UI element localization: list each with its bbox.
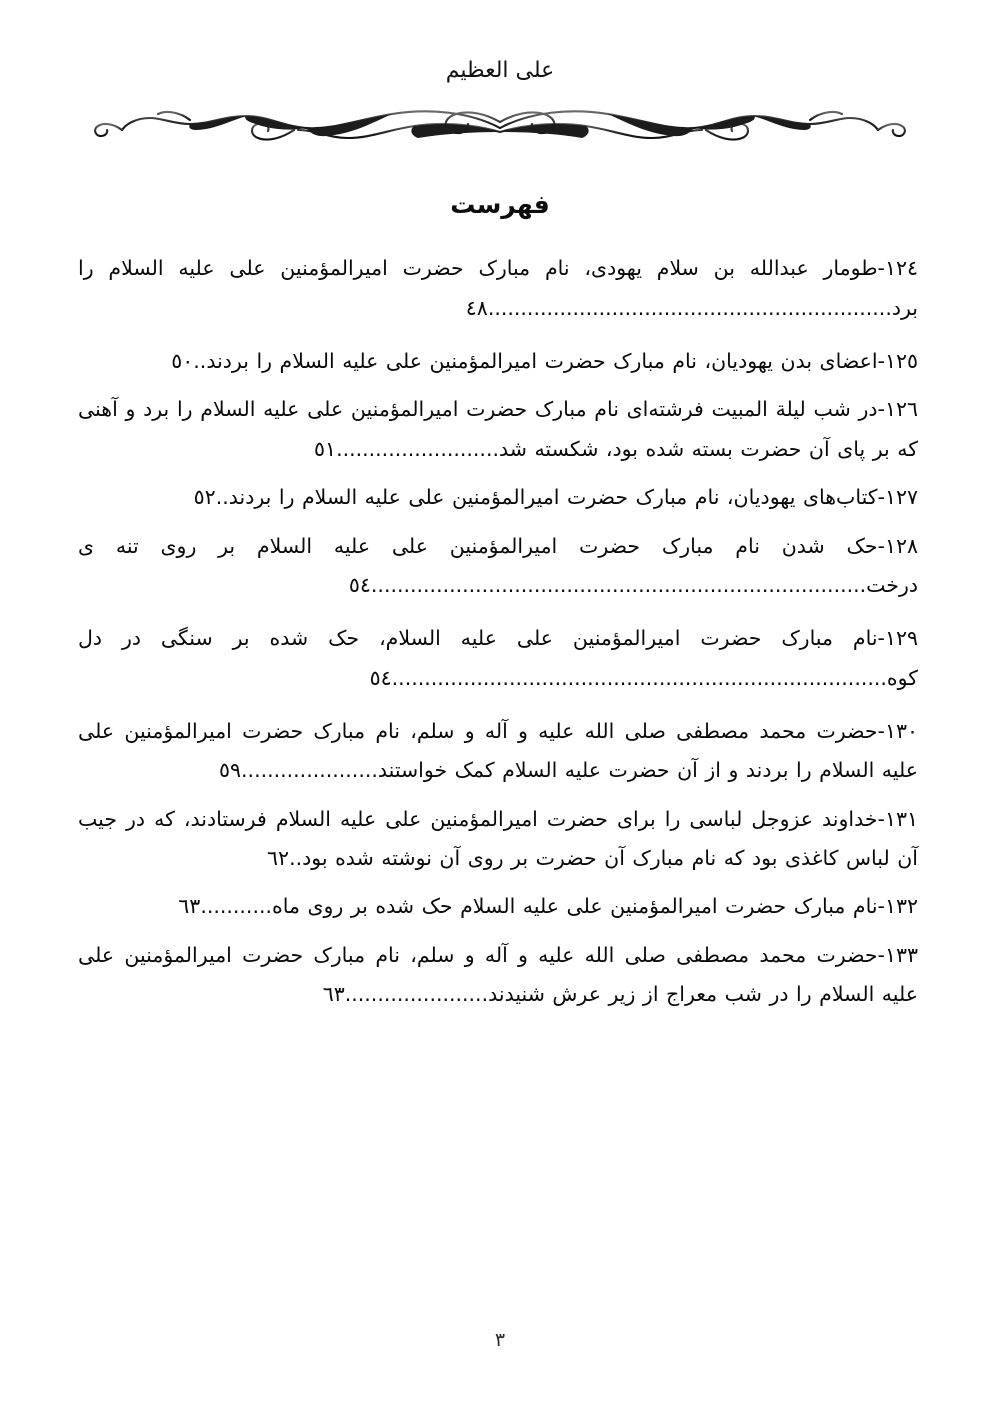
toc-entry[interactable] xyxy=(78,249,918,328)
toc-entry-number: ١٢٥ xyxy=(884,349,918,374)
toc-entry-title: خداوند عزوجل لباسی را برای حضرت امیرالمؤمنین علی علیه السلام فرستادند، که در جیب آن لباس کاغذی بود که نام مبارک آن حضرت بر روی آن نوشته شده بود xyxy=(78,806,918,871)
toc-entry[interactable] xyxy=(78,712,918,791)
running-head: علی العظیم xyxy=(445,58,555,83)
toc-entry-leader: .............................................................. xyxy=(487,295,892,320)
toc-entry-page: ٥٠ xyxy=(171,349,194,374)
toc-entry-dash: - xyxy=(877,942,885,967)
toc-entry[interactable] xyxy=(78,619,918,698)
toc-entry-title: حضرت محمد مصطفی صلی الله علیه و آله و سلم، نام مبارک حضرت امیرالمؤمنین علی علیه السلام را بردند و از آن حضرت علیه السلام کمک خواستند xyxy=(78,718,918,783)
flourish-icon xyxy=(70,98,930,146)
toc-entry-page: ٥٩ xyxy=(219,758,242,783)
toc-entry-page: ٦٢ xyxy=(267,846,290,871)
toc-entry-leader: ........................ xyxy=(336,436,493,461)
toc-entry[interactable] xyxy=(78,527,918,606)
toc-entry-number: ١٢٤ xyxy=(884,256,918,281)
toc-entry-number: ١٣٢ xyxy=(884,894,918,919)
toc-entry-number: ١٣٣ xyxy=(884,942,918,967)
toc-entry-dash: - xyxy=(877,397,885,422)
toc-entry-page: ٦٣ xyxy=(178,894,201,919)
toc-entry-leader: .. xyxy=(193,349,207,374)
toc-entry-dash: - xyxy=(877,806,885,831)
toc-entry-leader: .. xyxy=(289,846,303,871)
toc-entry-page: ٤٨ xyxy=(465,295,488,320)
toc-entry-title: نام مبارک حضرت امیرالمؤمنین علی علیه السلام حک شده بر روی ماه xyxy=(272,894,878,919)
ornament-divider xyxy=(0,96,1000,148)
toc-entry[interactable] xyxy=(78,887,918,926)
toc-entry[interactable] xyxy=(78,800,918,879)
toc-entry[interactable] xyxy=(78,478,918,517)
toc-entry-number: ١٢٧ xyxy=(884,485,918,510)
toc-entry-dash: - xyxy=(877,533,885,558)
toc-list xyxy=(78,249,918,1023)
toc-entry-dash: - xyxy=(877,626,885,651)
toc-entry-page: ٦٣ xyxy=(322,982,345,1007)
toc-entry-title: اعضای بدن یهودیان، نام مبارک حضرت امیرالمؤمنین علی علیه السلام را بردند xyxy=(206,349,878,374)
toc-entry-title: کتاب‌های یهودیان، نام مبارک حضرت امیرالمؤمنین علی علیه السلام را بردند xyxy=(228,485,878,510)
toc-entry-page: ٥٤ xyxy=(369,665,392,690)
toc-entry-title: طومار عبدالله بن سلام یهودی، نام مبارک حضرت امیرالمؤمنین علی علیه السلام را برد xyxy=(78,256,918,320)
toc-entry-leader: .. xyxy=(215,485,229,510)
toc-entry-number: ١٢٨ xyxy=(884,533,918,558)
toc-entry-leader: ............................................................................ xyxy=(370,572,867,597)
toc-entry-page: ٥١ xyxy=(314,436,337,461)
toc-entry-dash: - xyxy=(877,894,885,919)
toc-entry[interactable] xyxy=(78,936,918,1015)
toc-entry-dash: - xyxy=(877,718,885,743)
toc-entry-leader: ............................................................................ xyxy=(391,665,887,690)
toc-entry-dash: - xyxy=(877,349,885,374)
toc-entry-leader: ..................... xyxy=(241,758,378,783)
toc-entry-title: حضرت محمد مصطفی صلی الله علیه و آله و سلم، نام مبارک حضرت امیرالمؤمنین علی علیه السلام را در شب معراج از زیر عرش شنیدند xyxy=(78,942,918,1007)
toc-entry-number: ١٢٦ xyxy=(884,397,918,422)
toc-entry-number: ١٣٠ xyxy=(884,718,918,743)
toc-entry[interactable] xyxy=(78,390,918,469)
toc-entry-title: نام مبارک حضرت امیرالمؤمنین علی علیه السلام، حک شده بر سنگی در دل کوه xyxy=(78,626,918,690)
toc-entry[interactable] xyxy=(78,342,918,381)
toc-entry-title: در شب لیلة المبیت فرشته‌ای نام مبارک حضرت امیرالمؤمنین علی علیه السلام را برد و آهنی که بر پای آن حضرت بسته شده بود، شکسته شد. xyxy=(78,397,918,461)
page-number: ۳ xyxy=(494,1329,506,1351)
toc-entry-leader: ........... xyxy=(200,894,272,919)
page-title: فهرست xyxy=(450,190,550,220)
toc-entry-dash: - xyxy=(877,256,885,281)
toc-entry-page: ٥٢ xyxy=(193,485,216,510)
toc-entry-page: ٥٤ xyxy=(348,572,371,597)
toc-entry-dash: - xyxy=(877,485,885,510)
toc-entry-leader: ...................... xyxy=(344,982,489,1007)
toc-entry-title: حک شدن نام مبارک حضرت امیرالمؤمنین علی علیه السلام بر روی تنه ی درخت xyxy=(78,533,918,597)
toc-entry-number: ١٣١ xyxy=(884,806,918,831)
toc-entry-number: ١٢٩ xyxy=(884,626,918,651)
